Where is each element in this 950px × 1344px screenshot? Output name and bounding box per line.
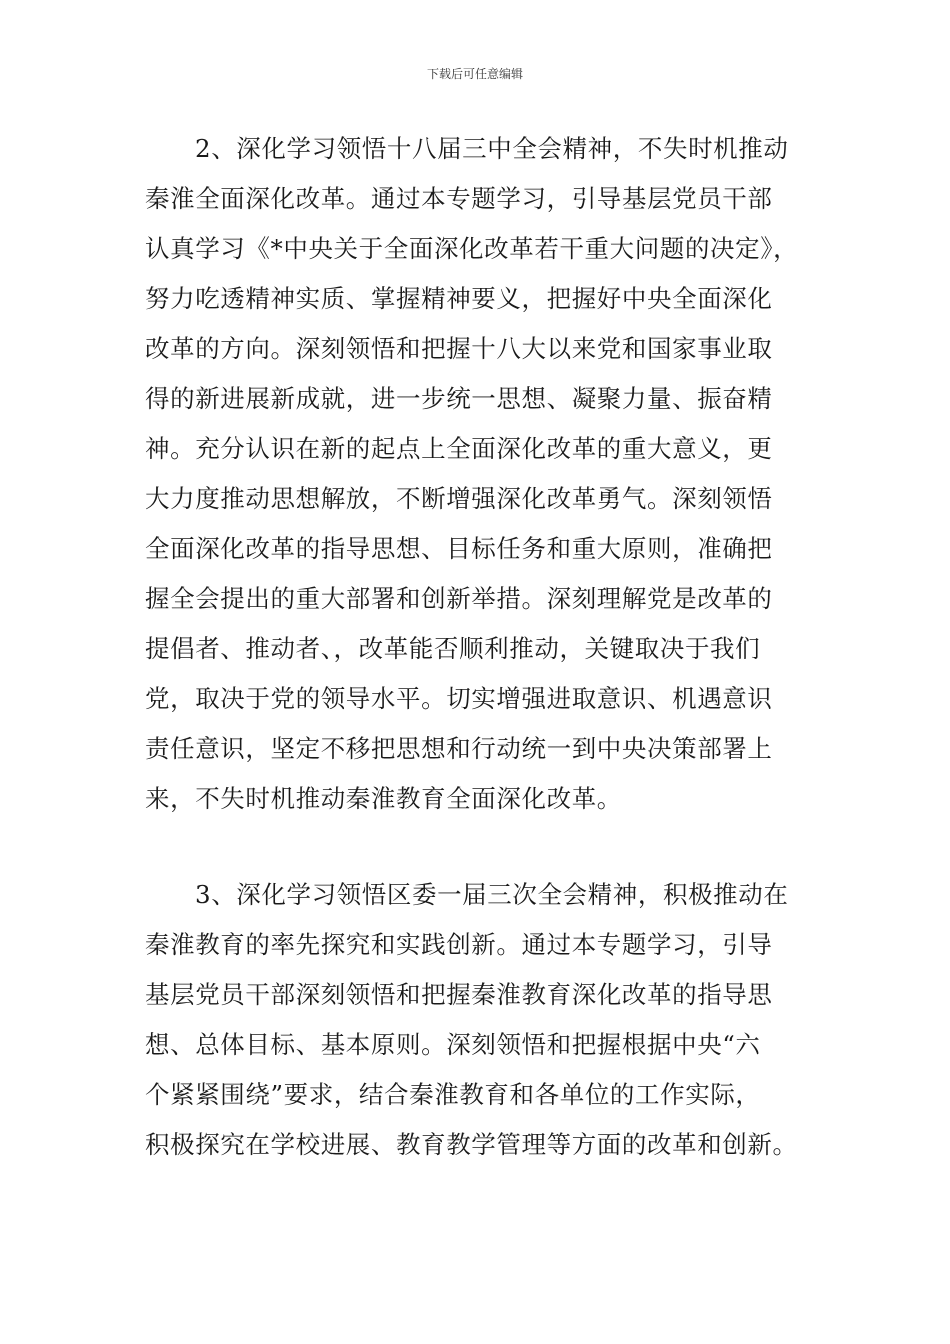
paragraph-line: 秦淮全面深化改革。通过本专题学习，引导基层党员干部 (145, 184, 773, 213)
paragraph-line: 个紧紧围绕”要求，结合秦淮教育和各单位的工作实际， (145, 1080, 761, 1109)
paragraph-line: 来，不失时机推动秦淮教育全面深化改革。 (145, 784, 622, 813)
paragraph-line: 提倡者、推动者、，改革能否顺利推动，关键取决于我们 (145, 634, 761, 663)
paragraph-line: 全面深化改革的指导思想、目标任务和重大原则，准确把 (145, 534, 773, 563)
paragraph-line: 秦淮教育的率先探究和实践创新。通过本专题学习，引导 (145, 930, 773, 959)
paragraph-line: 想、总体目标、基本原则。深刻领悟和把握根据中央“六 (145, 1030, 761, 1059)
paragraph-line: 积极探究在学校进展、教育教学管理等方面的改革和创新。 (145, 1130, 798, 1159)
paragraph-line: 基层党员干部深刻领悟和把握秦淮教育深化改革的指导思 (145, 980, 773, 1009)
paragraph-line: 神。充分认识在新的起点上全面深化改革的重大意义，更 (145, 434, 773, 463)
paragraph-line: 努力吃透精神实质、掌握精神要义，把握好中央全面深化 (145, 284, 773, 313)
paragraph-line: 认真学习《*中央关于全面深化改革若干重大问题的决定》， (145, 234, 799, 263)
paragraph-line: 改革的方向。深刻领悟和把握十八大以来党和国家事业取 (145, 334, 773, 363)
paragraph-line: 3、深化学习领悟区委一届三次全会精神，积极推动在 (195, 880, 789, 909)
header-note: 下载后可任意编辑 (426, 67, 523, 81)
paragraph-line: 握全会提出的重大部署和创新举措。深刻理解党是改革的 (145, 584, 773, 613)
paragraph-line: 2、深化学习领悟十八届三中全会精神，不失时机推动 (195, 134, 789, 163)
paragraph-line: 责任意识，坚定不移把思想和行动统一到中央决策部署上 (145, 734, 773, 763)
paragraph-line: 党，取决于党的领导水平。切实增强进取意识、机遇意识 (145, 684, 773, 713)
paragraph-line: 得的新进展新成就，进一步统一思想、凝聚力量、振奋精 (145, 384, 773, 413)
paragraph-line: 大力度推动思想解放，不断增强深化改革勇气。深刻领悟 (145, 484, 773, 513)
